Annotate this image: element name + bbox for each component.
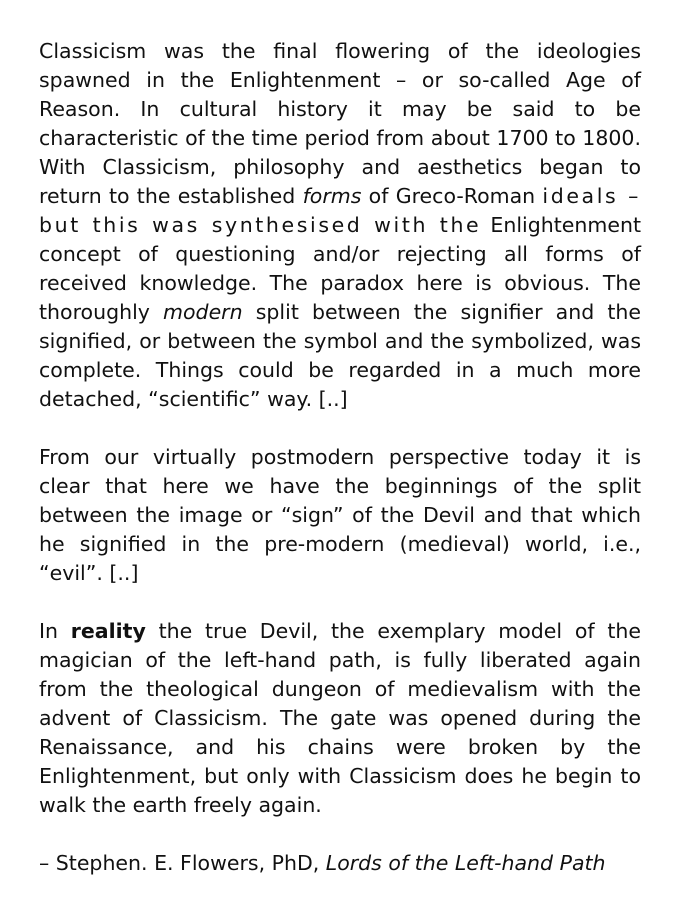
emphasis-forms: forms [302,184,362,208]
bold-reality: reality [70,619,146,643]
paragraph-text: split between the signifier and the signified, or between the symbol and the symbolized, was complete. Things could be regarded in a much more detached, “scientific” way. [..] [39,300,642,411]
attribution-author: – Stephen. E. Flowers, PhD, [39,851,326,875]
quote-document [39,37,641,878]
paragraph-text: the true Devil, the exemplary model of the magician of the left-hand path, is fully liberated again from the theological dungeon of medievalism with the advent of Classicism. The gate was opened during the Renaissance, and his chains were broken by the Enlightenment, but only with Classicism does he begin to walk the earth freely again. [39,619,641,817]
paragraph-text: In [39,619,71,643]
paragraph-text-spaced: ideals – but this was synthesised with the [39,184,641,237]
paragraph-spacer [39,820,641,849]
paragraph-text: Classicism was the final flowering of the ideologies spawned in the Enlightenment – or so-called Age of Reason. In cultural history it may be said to be characteristic of the time period from about 1700 to 1800. With Classicism, philosophy and aesthetics began to return to the established [39,39,641,208]
paragraph-classicism [39,37,641,414]
emphasis-modern: modern [163,300,243,324]
paragraph-text: Enlightenment concept of questioning and/or rejecting all forms of received knowledge. The paradox here is obvious. The thoroughly [39,213,641,324]
paragraph-reality [39,617,641,820]
paragraph-spacer [39,588,641,617]
paragraph-postmodern: From our virtually postmodern perspective today it is clear that here we have the beginnings of the split between the image or “sign” of the Devil and that which he signified in the pre-modern (medieval) world, i.e., “evil”. [..] [39,445,641,585]
paragraph-spacer [39,414,641,443]
attribution-book-title: Lords of the Left-hand Path [325,851,606,875]
attribution [39,849,641,878]
paragraph-text: of Greco-Roman [361,184,543,208]
